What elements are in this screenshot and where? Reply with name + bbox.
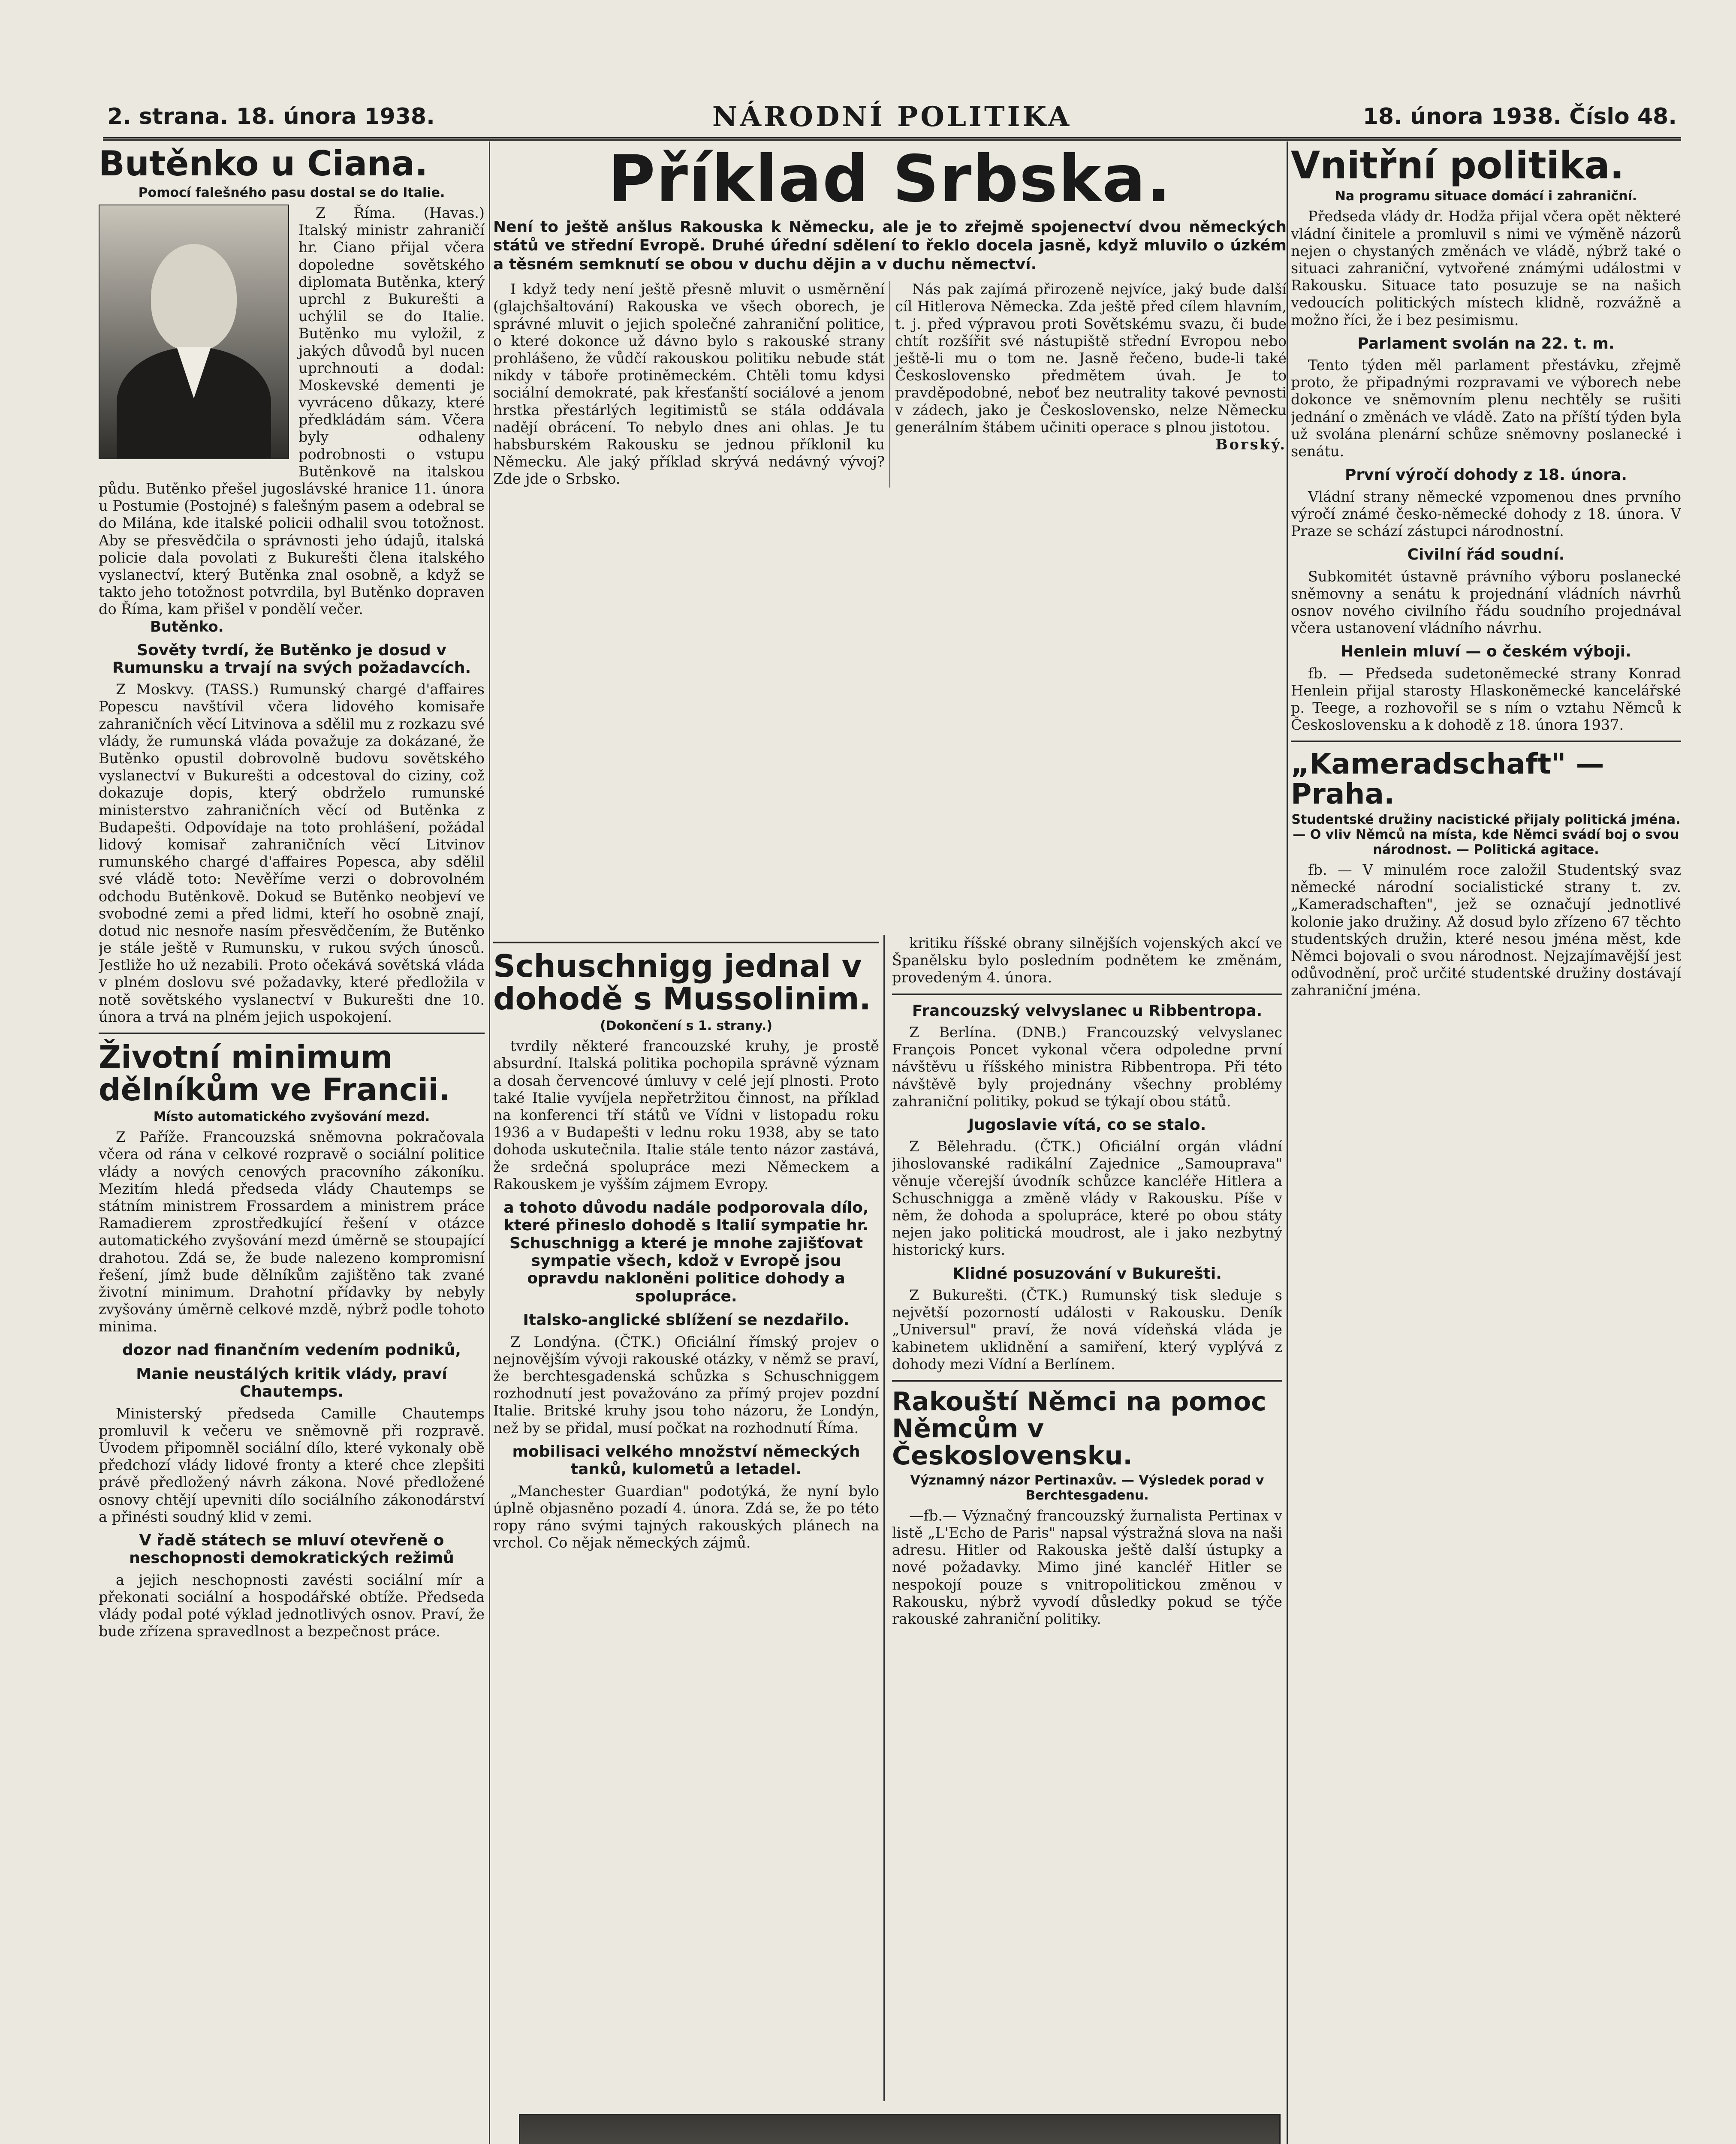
article-body: Z Říma. (Havas.) Italský ministr zahraničí hr. Ciano přijal včera dopoledne sovětského diplomata Butěnka, který uprchl z Bukurešti a uchýlil se do Italie. Butěnko mu vyložil, z jakých důvodů byl nucen uprchnouti a dodal: Moskevské dementi je vyvráceno důkazy, které předkládám sám. Včera byly odhaleny podrobnosti o vstupu Butěnkově na italskou půdu. Butěnko přešel jugoslávské hranice 11. února u Postumie (Postojné) s falešným pasem a odebral se do Milána, kde italské policii odhalil svou totožnost. Aby se přesvědčila o správnosti jeho údajů, italská policie dala povolati z Bukurešti člena italského vyslanectví, který Butěnka znal osobně, a když se takto jeho totožnost potvrdila, byl Butěnko dopraven do Říma, kam přišel v pondělí večer. bbox=[99, 205, 485, 618]
article-subheading: Místo automatického zvyšování mezd. bbox=[153, 1109, 430, 1125]
article-body: Subkomitét ústavně právního výboru poslanecké sněmovny a senátu k projednání vládních návrhů osnov nového civilního řádu soudního projednával včera ustanovení vládního návrhu. bbox=[1291, 568, 1681, 637]
article-body: „Manchester Guardian" podotýká, že nyní bylo úplně objasněno pozadí 4. února. Zdá se, že po této ropy ráno svými tajných rakouských plánech na vrchol. Co nějak německých zájmů. bbox=[493, 1482, 879, 1551]
masthead bbox=[103, 99, 1681, 141]
column-center-right bbox=[892, 935, 1282, 2101]
page-number-date: 2. strana. 18. února 1938. bbox=[107, 104, 435, 129]
article-subheading: Významný názor Pertinaxův. — Výsledek porad v Berchtesgadenu. bbox=[910, 1472, 1264, 1503]
article-body: Vládní strany německé vzpomenou dnes prvního výročí známé česko-německé dohody z 18. února. V Praze se schází zástupci národnostní. bbox=[1291, 488, 1681, 539]
article-body: Z Paříže. Francouzská sněmovna pokračovala včera od rána v celkové rozpravě o sociální politice vlády a nových cenových pracovního zákoníku. Mezitím hledá předseda vlády Chautemps se státním ministrem Frossardem a ministrem práce Ramadierem zprostředkující řešení v otázce automatického zvyšování mezd úměrně se stoupající drahotou. Zdá se, že bude nalezeno kompromisní řešení, jímž bude dělníkům zajištěno tak zvané životní minimum. Drahotní přídavky by nebyly zvyšovány úměrně celkové mzdě, nýbrž podle tohoto minima. bbox=[99, 1129, 485, 1335]
article-subheading: Studentské družiny nacistické přijaly politická jména. — O vliv Němců na místa, kde Němci svádí boj o svou národnost. — Politická agitace. bbox=[1291, 812, 1681, 858]
article-headline: Rakouští Němci na pomoc Němcům v Československu. bbox=[892, 1386, 1266, 1471]
article-intertitle: Klidné posuzování v Bukurešti. bbox=[952, 1265, 1222, 1283]
portrait-photo bbox=[99, 205, 289, 459]
article-body: Z Bukurešti. (ČTK.) Rumunský tisk sleduje s největší pozorností události v Rakousku. Deník „Universul" praví, že nová vídeňská vláda je kabinetem uklidnění a samiření, který vyplývá z dohody mezi Vídní a Berlínem. bbox=[892, 1286, 1282, 1373]
article-subheading: Na programu situace domácí i zahraniční. bbox=[1335, 189, 1637, 204]
lead-headline: Příklad Srbska. bbox=[608, 146, 1172, 217]
article-body: tvrdily některé francouzské kruhy, je prostě absurdní. Italská politika pochopila správně význam a dosah červencové úmluvy v celé její plnosti. Proto také Italie vyvíjela nepřetržitou činnost, na příklad na konferenci tří států ve Vídni v listopadu roku 1936 a v Budapešti v lednu roku 1938, aby se tato dohoda uskutečnila. Italie stále tento názor zastává, že srdečná spolupráce mezi Německem a Rakouskem je vyšším zájmem Evropy. bbox=[493, 1038, 879, 1192]
article-subheading: Pomocí falešného pasu dostal se do Italie. bbox=[138, 185, 445, 200]
divider bbox=[1291, 741, 1681, 742]
column-rule bbox=[883, 935, 885, 2101]
article-body: Tento týden měl parlament přestávku, zřejmě proto, že připadnými rozpravami ve výborech nebe dokonce ve sněmovním plenu nechtěly se rušiti jednání o změnách ve vládě. Zato na příští týden byla už svolána plenární schůze sněmovny poslanecké i senátu. bbox=[1291, 357, 1681, 460]
article-body: fb. — V minulém roce založil Studentský svaz německé národní socialistické strany t. zv. „Kameradschaften", jež se označují jednotlivé kolonie jako družiny. Až dosud bylo zřízeno 67 těchto studentských družin, které nesou jména měst, kde Němci bojovali o svou národnost. Nejzajímavější jest odůvodnění, proč určité studentské družiny dostávají zahraniční jména. bbox=[1291, 861, 1681, 999]
article-headline: Butěnko u Ciana. bbox=[99, 146, 428, 184]
article-body: Z Berlína. (DNB.) Francouzský velvyslanec François Poncet vykonal včera odpoledne první návštěvu u říšského ministra Ribbentropa. Při této návštěvě byly projednány všechny problémy zahraniční politiky, pokud se týkají obou států. bbox=[892, 1024, 1282, 1110]
article-body: a jejich neschopnosti zavésti sociální mír a překonati sociální a hospodářské obtíže. Předseda vlády podal poté výklad jednotlivých osnov. Praví, že bude zřízena spravedlnost a bezpečnost práce. bbox=[99, 1571, 485, 1640]
article-intertitle: V řadě státech se mluví otevřeně o neschopnosti demokratických režimů bbox=[129, 1531, 454, 1567]
newspaper-title: NÁRODNÍ POLITIKA bbox=[712, 101, 1072, 133]
article-intertitle: Italsko-anglické sblížení se nezdařilo. bbox=[523, 1311, 850, 1329]
article-headline: Vnitřní politika. bbox=[1291, 146, 1624, 187]
photo-caption: Butěnko. bbox=[150, 618, 224, 635]
article-intertitle: Francouzský velvyslanec u Ribbentropa. bbox=[912, 1002, 1263, 1020]
article-intertitle: Henlein mluví — o českém výboji. bbox=[1341, 643, 1631, 661]
article-headline: Životní minimum dělníkům ve Francii. bbox=[99, 1039, 451, 1108]
article-intertitle: dozor nad finančním vedením podniků, bbox=[122, 1341, 461, 1359]
column-rule bbox=[1287, 142, 1288, 2144]
column-left bbox=[99, 146, 485, 2144]
article-body: Z Bělehradu. (ČTK.) Oficiální orgán vládní jihoslovanské radikální Zajednice „Samouprava" věnuje včerejší úvodník schůzce kancléře Hitlera a Schuschnigga a změně vlády v Rakousku. Píše v něm, že dohoda a spolupráce, které po obou státy nejen jako politická moudrost, ale i jako nezbytný historický kurs. bbox=[892, 1138, 1282, 1259]
article-body: Předseda vlády dr. Hodža přijal včera opět některé vládní činitele a promluvil s nimi ve výměně názorů nejen o chystaných změnách ve vládě, nýbrž také o situaci zahraniční, vytvořené známými událostmi v Rakousku. Situace tato posuzuje se na našich vedoucích politických místech klidně, rozvážně a možno říci, že i bez pesimismu. bbox=[1291, 208, 1681, 328]
article-headline: „Kameradschaft" — Praha. bbox=[1291, 747, 1604, 810]
article-intertitle: Manie neustálých kritik vlády, praví Chautemps. bbox=[136, 1365, 447, 1401]
article-intertitle: a tohoto důvodu nadále podporovala dílo, které přineslo dohodě s Italií sympatie hr. Schuschnigg a které je mnohe zajišťovat sympatie všech, kdož v Evropě jsou opravdu nakloněni politice dohody a spolupráce. bbox=[503, 1198, 869, 1305]
divider bbox=[493, 942, 879, 943]
article-body: kritiku říšské obrany silnějších vojenských akcí ve Španělsku bylo posledním podnětem ke změnám, provedeným 4. února. bbox=[892, 935, 1282, 986]
article-intertitle: Sověty tvrdí, že Butěnko je dosud v Rumunsku a trvají na svých požadavcích. bbox=[112, 641, 471, 677]
article-body: Ministerský předseda Camille Chautemps promluvil k večeru ve sněmovně při rozpravě. Úvodem připomněl sociální dílo, které vykonaly obě předchozí vlády lidové fronty a které chce zlepšiti právě předložený návrh zákona. Nové předložené osnovy chtějí upevniti dílo sociálního zákonodárství a přinésti soudný klid v zemi. bbox=[99, 1405, 485, 1525]
article-intertitle: Civilní řád soudní. bbox=[1407, 546, 1565, 564]
column-rule bbox=[489, 142, 490, 2144]
article-body: Z Londýna. (ČTK.) Oficiální římský projev o nejnovějším vývoji rakouské otázky, v němž se praví, že berchtesgadenská schůzka s Schuschniggem rozhodnutí jest považováno za přímý projev pozdní Italie. Britské kruhy jsou toho názoru, že Londýn, než by se přidal, musí počkat na rozhodnutí Říma. bbox=[493, 1333, 879, 1436]
continuation-note: (Dokončení s 1. strany.) bbox=[600, 1018, 773, 1034]
article-intertitle: Parlament svolán na 22. t. m. bbox=[1357, 334, 1615, 352]
column-center-left bbox=[493, 935, 879, 2101]
divider bbox=[892, 1380, 1282, 1382]
divider bbox=[892, 994, 1282, 995]
group-photo bbox=[519, 2114, 1281, 2144]
issue-date-number: 18. února 1938. Číslo 48. bbox=[1362, 104, 1677, 129]
article-body: fb. — Předseda sudetoněmecké strany Konrad Henlein přijal starosty Hlaskoněmecké kancelářské p. Teege, a rozhovořil se s ním o vztahu Němců k Československu a k dohodě z 18. února 1937. bbox=[1291, 665, 1681, 734]
article-intertitle: První výročí dohody z 18. února. bbox=[1345, 466, 1627, 484]
divider bbox=[99, 1033, 485, 1034]
column-right bbox=[1291, 146, 1681, 2144]
article-intertitle: Jugoslavie vítá, co se stalo. bbox=[968, 1116, 1206, 1134]
article-intertitle: mobilisaci velkého množství německých tanků, kulometů a letadel. bbox=[512, 1442, 860, 1479]
article-lead: Není to ještě anšlus Rakouska k Německu, ale je to zřejmě spojenectví dvou německých států ve střední Evropě. Druhé úřední sdělení to řeklo docela jasně, když mluvilo o úzkém a těsném semknutí se obou v duchu dějin a v duchu němectví. bbox=[493, 218, 1287, 274]
article-body: —fb.— Význačný francouzský žurnalista Pertinax v listě „L'Echo de Paris" napsal výstražná slova na naši adresu. Hitler od Rakouska ještě další ústupky a nové požadavky. Mimo jiné kancléř Hitler se nespokojí pouze s vnitropolitickou změnou v Rakousku, nýbrž vyvodí důsledky pokud se týče rakouské zahraniční politiky. bbox=[892, 1507, 1282, 1628]
author-signature: Borský. bbox=[1215, 436, 1287, 453]
article-headline: Schuschnigg jednal v dohodě s Mussolinim. bbox=[493, 948, 871, 1017]
article-body: I když tedy není ještě přesně mluvit o usměrnění (glajchšaltování) Rakouska ve všech oborech, je správné mluvit o jejich společné zahraniční politice, o které dokonce už dávno bylo s rakouské strany prohlášeno, že vůdčí rakouskou politiku nebude stát nikdy v táboře protiněmeckém. Chtěli tomu kdysi sociální demokraté, pak křesťanští sociálové a jenom hrstka přestárlých legitimistů se stála oddávala nadějí obrácení. To nebylo dnes ani ohlas. Je tu habsburském Rakousku se jednou příklonil ku Německu. Ale jaký příklad skrývá nedávný vývoj? Zde jde o Srbsko. Nás pak zajímá přirozeně nejvíce, jaký bude další cíl Hitlerova Německa. Zda ještě před cílem hlavním, t. j. před výpravou proti Sovětskému svazu, či bude chtít rozšířit své nástupiště střední Evropou nebo ještě-li mu o tom ne. Jasně řečeno, bude-li také Československo předmětem úvah. Je to pravděpodobné, neboť bez neutrality takové pevnosti v zádech, jako je Československo, nelze Německu generálním štábem učiniti operace s plnou jistotou. Borský. bbox=[493, 281, 1287, 488]
article-body: Z Moskvy. (TASS.) Rumunský chargé d'affaires Popescu navštívil včera lidového komisaře zahraničních věcí Litvinova a sdělil mu z rozkazu své vlády, že rumunská vláda považuje za dokázané, že Butěnko opustil dobrovolně budovu sovětského vyslanectví v Bukurešti a odcestoval do ciziny, což dokazuje dopis, který obdrželo rumunské ministerstvo zahraničních věcí od Butěnka z Budapešti. Odpovídaje na toto prohlášení, požádal lidový komisař zahraničních věcí Litvinov rumunského chargé d'affaires Popesca, aby sdělil své vládě toto: Nevěříme verzi o dobrovolném odchodu Butěnkově. Dokud se Butěnko neobjeví ve svobodné zemi a před lidmi, kteří ho osobně znají, dotud nic nesnoře nasím přesvědčením, že Butěnko je stále ještě v Rumunsku, v rukou svých únosců. Jestliže ho už nezabili. Proto očekává sovětská vláda v plném doslovu své požadavky, které předložila v notě sovětského vyslanectví v Bukurešti dne 10. února a trvá na plném jejich uspokojení. bbox=[99, 681, 485, 1025]
